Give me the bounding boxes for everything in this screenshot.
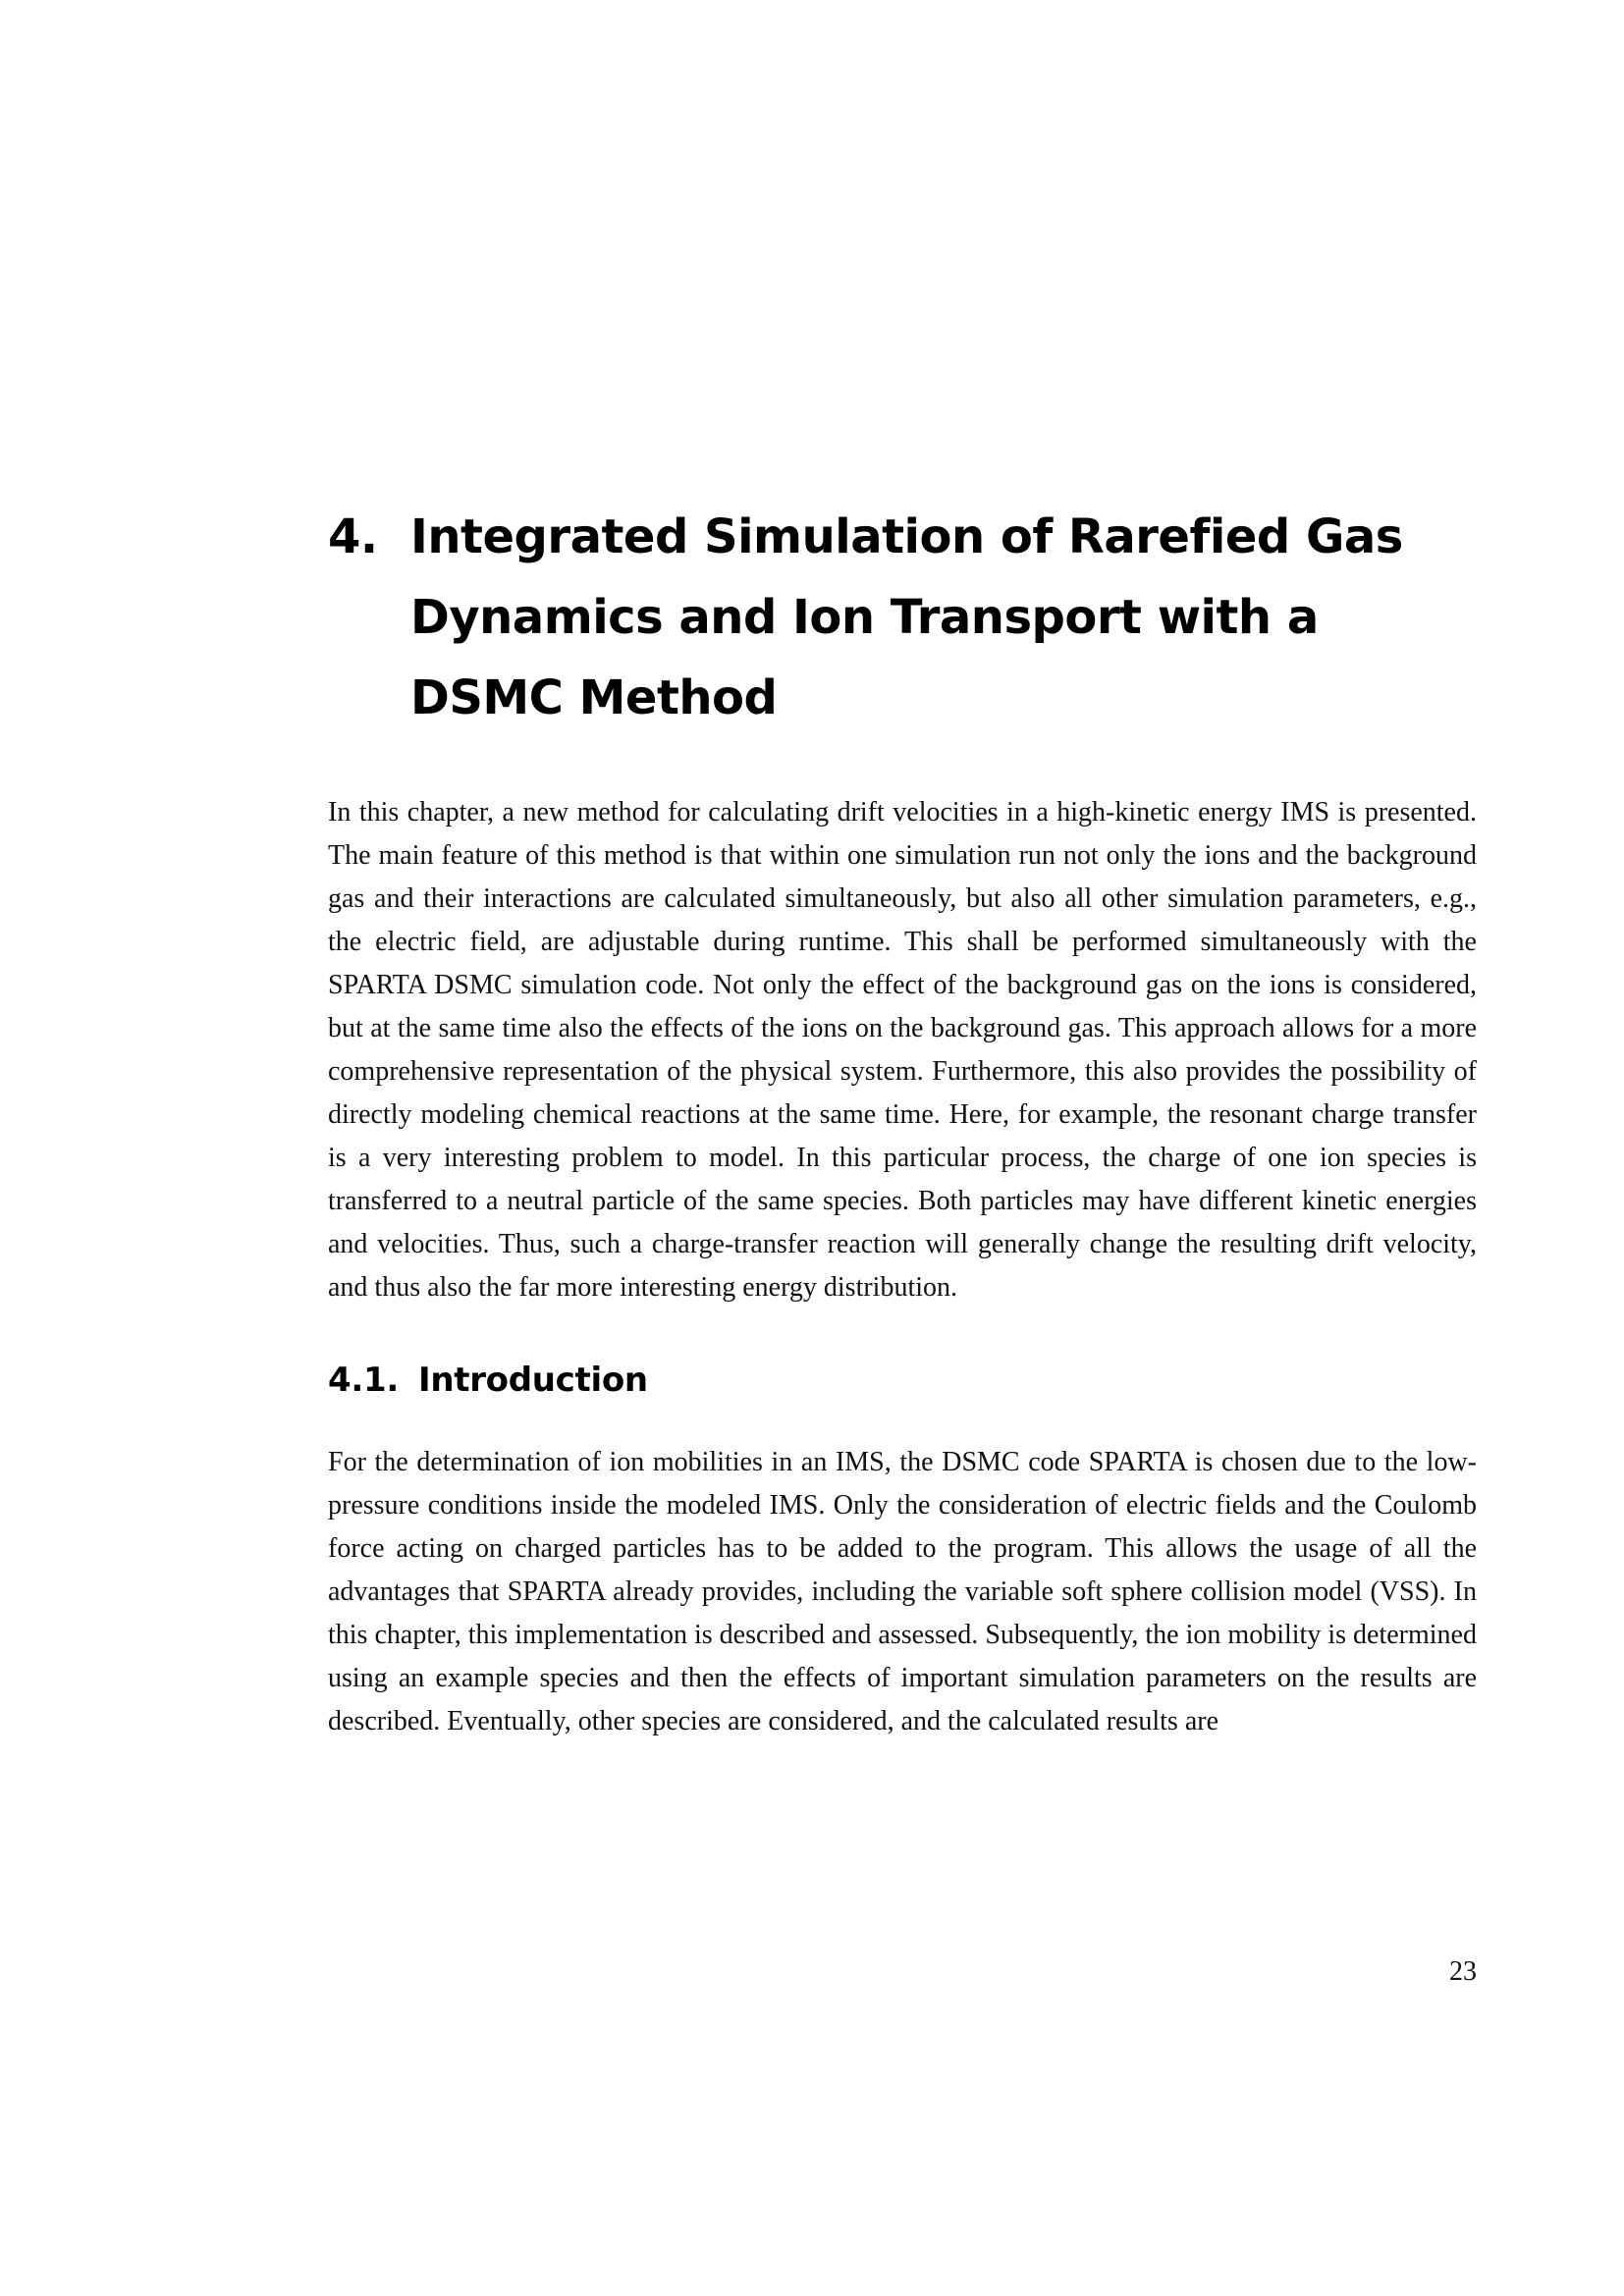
page-number: 23 xyxy=(1449,1956,1477,1987)
chapter-intro-paragraph: In this chapter, a new method for calculating drift velocities in a high-kinetic energy IMS is presented. The main feature of this method is that within one simulation run not only the ions and the background gas and their interactions are calculated simultaneously, but also all other simulation parameters, e.g., the electric field, are adjustable during runtime. This shall be performed simultaneously with the SPARTA DSMC simulation code. Not only the effect of the background gas on the ions is considered, but at the same time also the effects of the ions on the background gas. This approach allows for a more comprehensive representation of the physical system. Furthermore, this also provides the possibility of directly modeling chemical reactions at the same time. Here, for example, the resonant charge transfer is a very interesting problem to model. In this particular process, the charge of one ion species is transferred to a neutral particle of the same species. Both particles may have different kinetic energies and velocities. Thus, such a charge-transfer reaction will generally change the resulting drift velocity, and thus also the far more interesting energy distribution. xyxy=(328,797,1477,1303)
chapter-title-line: Dynamics and Ion Transport with a xyxy=(410,590,1319,645)
chapter-title-line: DSMC Method xyxy=(410,670,778,725)
chapter-title xyxy=(410,497,1477,738)
chapter-number: 4. xyxy=(328,509,378,564)
section-number: 4.1. xyxy=(328,1361,399,1400)
chapter-title-line: Integrated Simulation of Rarefied Gas xyxy=(410,509,1403,564)
chapter-heading xyxy=(328,497,1477,738)
section-title: Introduction xyxy=(418,1361,648,1400)
section-heading xyxy=(328,1359,1477,1402)
section-intro-paragraph: For the determination of ion mobilities in an IMS, the DSMC code SPARTA is chosen due to the low-pressure conditions inside the modeled IMS. Only the consideration of electric fields and the Coulomb force acting on charged particles has to be added to the program. This allows the usage of all the advantages that SPARTA already provides, including the variable soft sphere collision model (VSS). In this chapter, this implementation is described and assessed. Subsequently, the ion mobility is determined using an example species and then the effects of important simulation parameters on the results are described. Eventually, other species are considered, and the calculated results are xyxy=(328,1447,1477,1736)
text-block xyxy=(328,497,1477,1743)
